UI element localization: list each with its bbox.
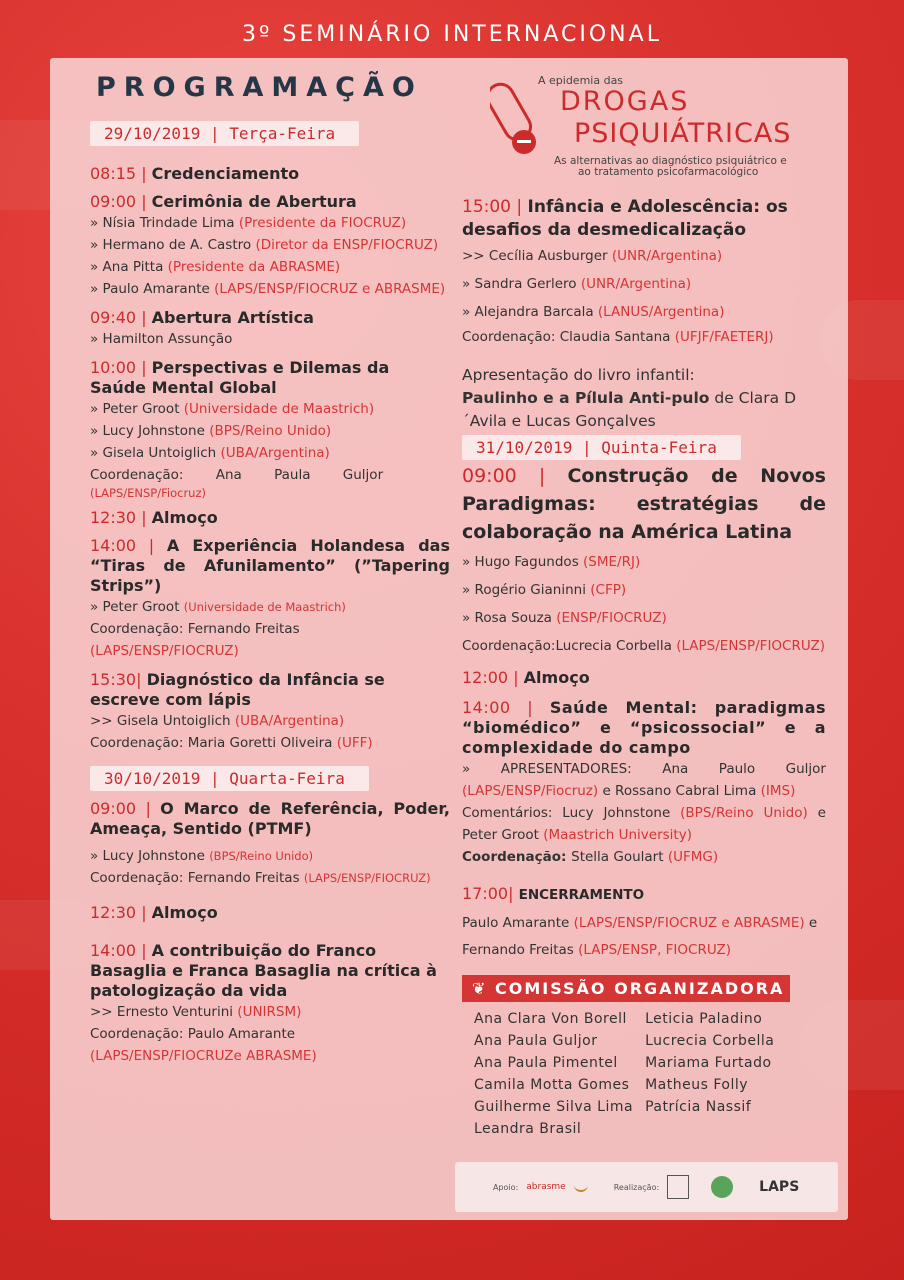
committee-member: Ana Clara Von Borell: [474, 1011, 627, 1027]
committee-member: Camila Motta Gomes: [474, 1077, 630, 1093]
session-marco-referencia: 09:00 | O Marco de Referência, Poder, Ameaça, Sentido (PTMF) » Lucy Johnstone (BPS/Reino Unido) Coordenação: Fernando Freitas (LAPS/ENSP/FIOCRUZ): [90, 799, 450, 886]
session-novos-paradigmas: 09:00 | Construção de Novos Paradigmas: estratégias de colaboração na América Latina » Hugo Fagundos (SME/RJ) » Rogério Gianinni (CFP) » Rosa Souza (ENSP/FIOCRUZ) Coordenação:Lucrecia Corbella (LAPS/ENSP/FIOCRUZ): [462, 465, 826, 654]
session-infancia-adolescencia: 15:00 | Infância e Adolescência: os desafios da desmedicalização >> Cecília Ausburger (UNR/Argentina) » Sandra Gerlero (UNR/Argentina) » Alejandra Barcala (LANUS/Argentina) Coordenação: Claudia Santana (UFJF/FAETERJ): [462, 197, 788, 345]
committee: [462, 975, 826, 1140]
session-abertura: 09:00 | Cerimônia de Abertura » Nísia Trindade Lima (Presidente da FIOCRUZ) » Hermano de A. Castro (Diretor da ENSP/FIOCRUZ) » Ana Pitta (Presidente da ABRASME) » Paulo Amarante (LAPS/ENSP/FIOCRUZ e ABRASME): [90, 192, 446, 297]
seminar-title: 3º SEMINÁRIO INTERNACIONAL: [242, 22, 662, 47]
ensp-logo: [711, 1176, 733, 1198]
session-almoco-3: 12:00 | Almoço: [462, 668, 590, 687]
abrasme-logo: abrasme: [526, 1182, 566, 1192]
committee-col-1: [474, 1008, 633, 1140]
committee-member: Ana Paula Guljor: [474, 1033, 598, 1049]
committee-member: Patrícia Nassif: [645, 1099, 752, 1115]
session-almoco-1: 12:30 | Almoço: [90, 508, 218, 527]
session-saude-mental: 14:00 | Saúde Mental: paradigmas “biomédico” e “psicossocial” e a complexidade do campo » APRESENTADORES: Ana Paulo Guljor (LAPS/ENSP/Fiocruz) e Rossano Cabral Lima (IMS) Comentários: Lucy Johnstone (BPS/Reino Unido) e Peter Groot (Maastrich University) Coordenação: Stella Goulart (UFMG): [462, 698, 827, 865]
apoio-label: Apoio:: [493, 1182, 519, 1192]
date-bar-day1: 29/10/2019 | Terça-Feira: [90, 121, 359, 146]
session-basaglia: 14:00 | A contribuição do Franco Basaglia e Franca Basaglia na crítica à patologização da vida >> Ernesto Venturini (UNIRSM) Coordenação: Paulo Amarante (LAPS/ENSP/FIOCRUZe ABRASME): [90, 941, 437, 1064]
fiocruz-logo: [667, 1175, 689, 1199]
committee-icon: ❦: [472, 979, 495, 998]
session-almoco-2: 12:30 | Almoço: [90, 903, 218, 922]
committee-member: Leticia Paladino: [645, 1011, 763, 1027]
right-column: [462, 188, 826, 1140]
sponsor-footer: [455, 1162, 838, 1212]
realizacao-label: Realização:: [613, 1182, 660, 1192]
book-presentation: Apresentação do livro infantil: Paulinho e a Pílula Anti-pulo de Clara D´Avila e Lucas Gonçalves: [462, 366, 797, 430]
session-experiencia-holandesa: 14:00 | A Experiência Holandesa das “Tiras de Afunilamento” (”Tapering Strips”) » Peter Groot (Universidade de Maastrich) Coordenação: Fernando Freitas (LAPS/ENSP/FIOCRUZ): [90, 536, 451, 659]
date-bar-day2: 30/10/2019 | Quarta-Feira: [90, 766, 369, 791]
pill-capsule-icon: [490, 80, 540, 170]
session-encerramento: 17:00| ENCERRAMENTO Paulo Amarante (LAPS/ENSP/FIOCRUZ e ABRASME) e Fernando Freitas (LAPS/ENSP, FIOCRUZ): [462, 884, 818, 958]
program-panel: [50, 58, 848, 1220]
event-logo: A epidemia das DROGAS PSIQUIÁTRICAS As alternativas ao diagnóstico psiquiátrico e ao tratamento psicofarmacológico: [490, 66, 824, 186]
program-title: PROGRAMAÇÃO: [96, 72, 423, 103]
committee-col-2: [645, 1008, 774, 1140]
committee-member: Ana Paula Pimentel: [474, 1055, 618, 1071]
session-perspectivas: 10:00 | Perspectivas e Dilemas da Saúde Mental Global » Peter Groot (Universidade de Maastrich) » Lucy Johnstone (BPS/Reino Unido) » Gisela Untoiglich (UBA/Argentina) Coordenação: Ana Paula Guljor (LAPS/ENSP/Fiocruz): [90, 358, 390, 500]
laps-logo: LAPS: [759, 1179, 800, 1195]
committee-member: Leandra Brasil: [474, 1121, 582, 1137]
sponsor-icon: [574, 1182, 588, 1192]
committee-title: ❦ COMISSÃO ORGANIZADORA: [462, 975, 790, 1002]
committee-member: Lucrecia Corbella: [645, 1033, 775, 1049]
date-bar-day3: 31/10/2019 | Quinta-Feira: [462, 435, 741, 460]
session-credenciamento: 08:15 | Credenciamento: [90, 164, 300, 183]
committee-member: Matheus Folly: [645, 1077, 749, 1093]
committee-member: Guilherme Silva Lima: [474, 1099, 634, 1115]
session-diagnostico-infancia: 15:30| Diagnóstico da Infância se escreve com lápis >> Gisela Untoiglich (UBA/Argentina) Coordenação: Maria Goretti Oliveira (UFF): [90, 670, 385, 751]
committee-member: Mariama Furtado: [645, 1055, 772, 1071]
left-column: [90, 70, 450, 1067]
session-abertura-artistica: 09:40 | Abertura Artística » Hamilton Assunção: [90, 308, 314, 347]
